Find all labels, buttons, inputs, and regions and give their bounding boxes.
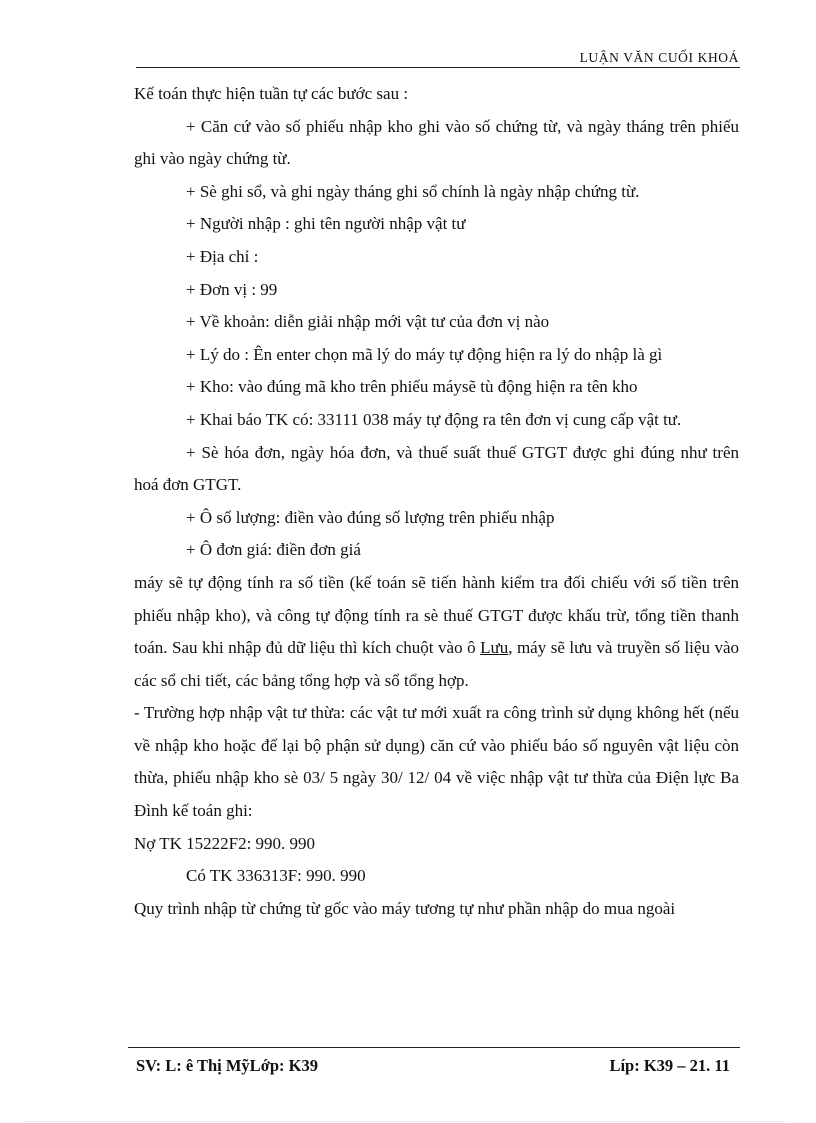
paragraph-step-voucher: + Căn cứ vào số phiếu nhập kho ghi vào số chứng từ, và ngày tháng trên phiếu ghi vào ngày chứng từ. xyxy=(134,116,739,169)
paragraph-intro: Kế toán thực hiện tuần tự các bước sau : xyxy=(134,84,409,103)
paragraph-debit-entry: Nợ TK 15222F2: 990. 990 xyxy=(134,833,316,853)
paragraph-auto-calc xyxy=(134,567,739,697)
page-body xyxy=(134,78,739,925)
paragraph-step-receiver: + Người nhập : ghi tên người nhập vật tư xyxy=(186,214,466,234)
paragraph-step-credit-account: + Khai báo TK có: 33111 038 máy tự động ra tên đơn vị cung cấp vật tư. xyxy=(186,409,682,429)
auto-calc-text-a: máy sẽ tự động tính ra số tiền (kế toán sẽ tiến hành kiểm tra đối chiếu với số tiền trên phiếu nhập kho), và công tự động tính ra sè thuế GTGT được khấu trừ, tổng tiền thanh toán. Sau khi nhập đủ dữ liệu thì kích chuột vào ô xyxy=(134,572,739,658)
save-word: Lưu xyxy=(480,638,509,658)
paragraph-closing: Quy trình nhập từ chứng từ gốc vào máy tương tự như phần nhập do mua ngoài xyxy=(134,898,676,918)
paragraph-step-quantity: + Ô số lượng: điền vào đúng số lượng trên phiếu nhập xyxy=(186,507,555,527)
paragraph-step-unit-price: + Ô đơn giá: điền đơn giá xyxy=(186,540,361,560)
paragraph-surplus-case: - Trường hợp nhập vật tư thừa: các vật tư mới xuất ra công trình sử dụng không hết (nếu về nhập kho hoặc để lại bộ phận sử dụng) căn cứ vào phiếu báo số nguyên vật liệu còn thừa, phiếu nhập kho sè 03/ 5 ngày 30/ 12/ 04 về việc nhập vật tư thừa của Điện lực Ba Đình kế toán ghi: xyxy=(134,703,739,821)
paragraph-step-account: + Về khoản: diễn giải nhập mới vật tư của đơn vị nào xyxy=(186,312,550,332)
paragraph-step-unit: + Đơn vị : 99 xyxy=(186,279,278,299)
header-rule xyxy=(136,67,740,68)
paragraph-step-posting: + Sè ghi sổ, và ghi ngày tháng ghi sổ chính là ngày nhập chứng từ. xyxy=(186,181,640,201)
paragraph-step-warehouse: + Kho: vào đúng mã kho trên phiếu máysẽ tù động hiện ra tên kho xyxy=(186,377,638,397)
footer-class: Líp: K39 – 21. 11 xyxy=(609,1056,730,1075)
footer-rule xyxy=(128,1047,740,1048)
paragraph-step-invoice: + Sè hóa đơn, ngày hóa đơn, và thuế suất thuế GTGT được ghi đúng như trên hoá đơn GTGT. xyxy=(134,442,739,495)
paragraph-step-reason: + Lý do : Ên enter chọn mã lý do máy tự động hiện ra lý do nhập là gì xyxy=(186,344,663,364)
auto-calc-text-b: , máy sẽ lưu và truyền số liệu vào các sổ chi tiết, các bảng tổng hợp và sổ tổng hợp. xyxy=(134,638,739,690)
paragraph-step-address: + Địa chỉ : xyxy=(186,246,259,266)
paragraph-credit-entry: Có TK 336313F: 990. 990 xyxy=(186,866,366,886)
footer-student: SV: L: ê Thị MỹLớp: K39 xyxy=(136,1056,318,1075)
page-bottom-border xyxy=(26,1121,786,1122)
running-header: LUẬN VĂN CUỐI KHOÁ xyxy=(579,50,739,65)
